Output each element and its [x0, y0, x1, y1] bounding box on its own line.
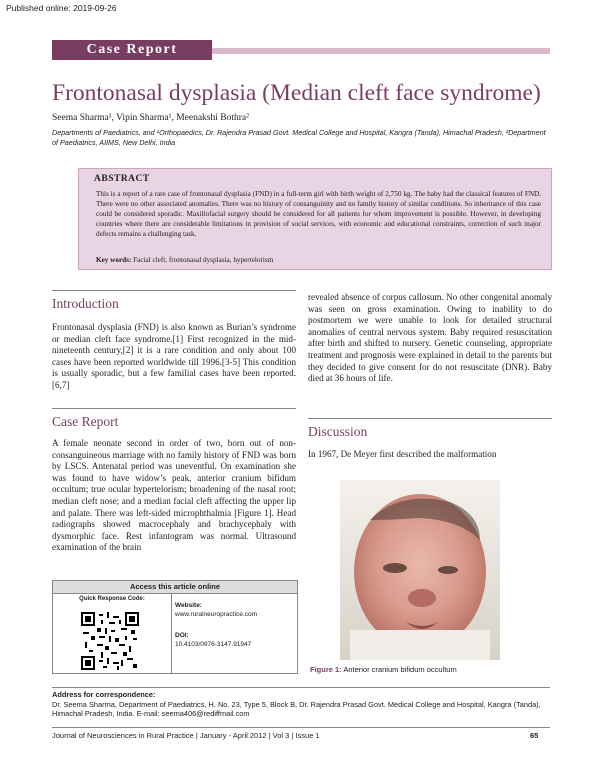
intro-heading: Introduction [52, 296, 119, 311]
abstract-body: This is a report of a rare case of frontonasal dysplasia (FND) in a full-term girl with birth weight of 2,750 kg. The baby had the classical features of FND. There were no other associated anomalies. There was no history of consanguinity and no family history of similar conditions. So inheritance of this case could be considered sporadic. Maxillofacial surgery should be considered for all patients for whom improvement is possible. However, in developing countries where there are considerable limitations in provision of social services, with economic and educational constraints, correction of such major defects remains a challenging task. [96, 190, 541, 239]
doi-label: DOI: [175, 632, 189, 639]
case-text: A female neonate second in order of two, born out of non-consanguineous marriage with no family history of FND was born by LSCS. Antenatal period was uneventful. On examination she was found to have widow’s peak, anterior cranium bifidum occultum; true ocular hypertelorism; broadening of the nasal root; median cleft nose; and a median facial cleft affecting the upper lip and palate. There was left-sided microphthalmia [Figure 1]. Head radiographs showed macrocephaly and brachycephaly with dysmorphic face. Rest infantogram was normal. Ultrasound examination of the brain [52, 438, 296, 553]
affiliations: Departments of Paediatrics, and ¹Orthopaedics, Dr. Rajendra Prasad Govt. Medical College and Hospital, Kangra (Tanda), Himachal Pradesh, ²Department of Paediatrics, AIIMS, New Delhi, India [52, 128, 546, 147]
figure-label: Figure 1: [310, 665, 342, 674]
keywords [96, 256, 273, 264]
section-band [52, 40, 550, 60]
qr-panel [53, 594, 172, 673]
figure-photo [340, 480, 500, 660]
case-rule [52, 408, 296, 409]
access-heading: Access this article online [53, 581, 297, 594]
access-links [175, 601, 295, 649]
correspondence [52, 690, 552, 719]
keywords-text: Facial cleft, frontonasal dysplasia, hypertelorism [131, 256, 274, 264]
intro-rule [52, 290, 296, 291]
page-number: 65 [530, 731, 539, 740]
intro-text: Frontonasal dysplasia (FND) is also known as Burian’s syndrome or median cleft face syndrome.[1] First recognized in the mid-nineteenth century,[2] it is a rare condition and only about 100 cases have been reported worldwide till 1996.[3-5] This condition is usually sporadic, but a few familial cases have been reported.[6,7] [52, 322, 296, 390]
discussion-heading: Discussion [308, 424, 368, 439]
article-title: Frontonasal dysplasia (Median cleft face syndrome) [52, 80, 541, 106]
correspondence-label: Address for correspondence: [52, 690, 156, 699]
qr-code-icon[interactable] [81, 612, 139, 670]
qr-label: Quick Response Code: [79, 596, 145, 602]
authors: Seema Sharma¹, Vipin Sharma¹, Meenakshi Bothra² [52, 113, 249, 123]
discussion-text: In 1967, De Meyer first described the malformation [308, 449, 497, 459]
correspondence-text: Dr. Seema Sharma, Department of Paediatrics, H. No. 23, Type 5, Block B, Dr. Rajendra Prasad Govt. Medical College and Hospital, Kangra (Tanda), Himachal Pradesh, India. E-mail: seema406@rediffmail.com [52, 699, 541, 718]
footer-rule [52, 727, 550, 728]
figure-caption [310, 665, 457, 674]
correspondence-rule [52, 687, 550, 688]
published-date: Published online: 2019-09-26 [6, 3, 117, 13]
website-label: Website: [175, 602, 202, 609]
abstract-heading: ABSTRACT [94, 174, 150, 184]
journal-footer: Journal of Neurosciences in Rural Practice | January - April 2012 | Vol 3 | Issue 1 [52, 731, 320, 740]
discussion-rule [308, 418, 552, 419]
case-heading: Case Report [52, 414, 119, 429]
abstract-box [78, 168, 552, 270]
website-link[interactable]: www.ruralneuropractice.com [175, 611, 258, 618]
keywords-label: Key words: [96, 256, 132, 264]
access-box [52, 580, 298, 674]
figure-caption-text: Anterior cranium bifidum occultum [341, 665, 457, 674]
section-band-light [212, 48, 550, 54]
section-label: Case Report [86, 42, 178, 57]
right-column-text: revealed absence of corpus callosum. No other congenital anomaly was seen on gross examination. Owing to inability to do postmortem we were unable to look for detailed structural anomalies of central nervous system. Baby required resuscitation after birth and shifted to nursery. Genetic counseling, appropriate treatment and prognosis were explained in detail to the parents but they decided to give consent for do not resuscitate (DNR). Baby died at 36 hours of life. [308, 292, 552, 384]
doi-link[interactable]: 10.4103/0976-3147.91947 [175, 641, 252, 648]
